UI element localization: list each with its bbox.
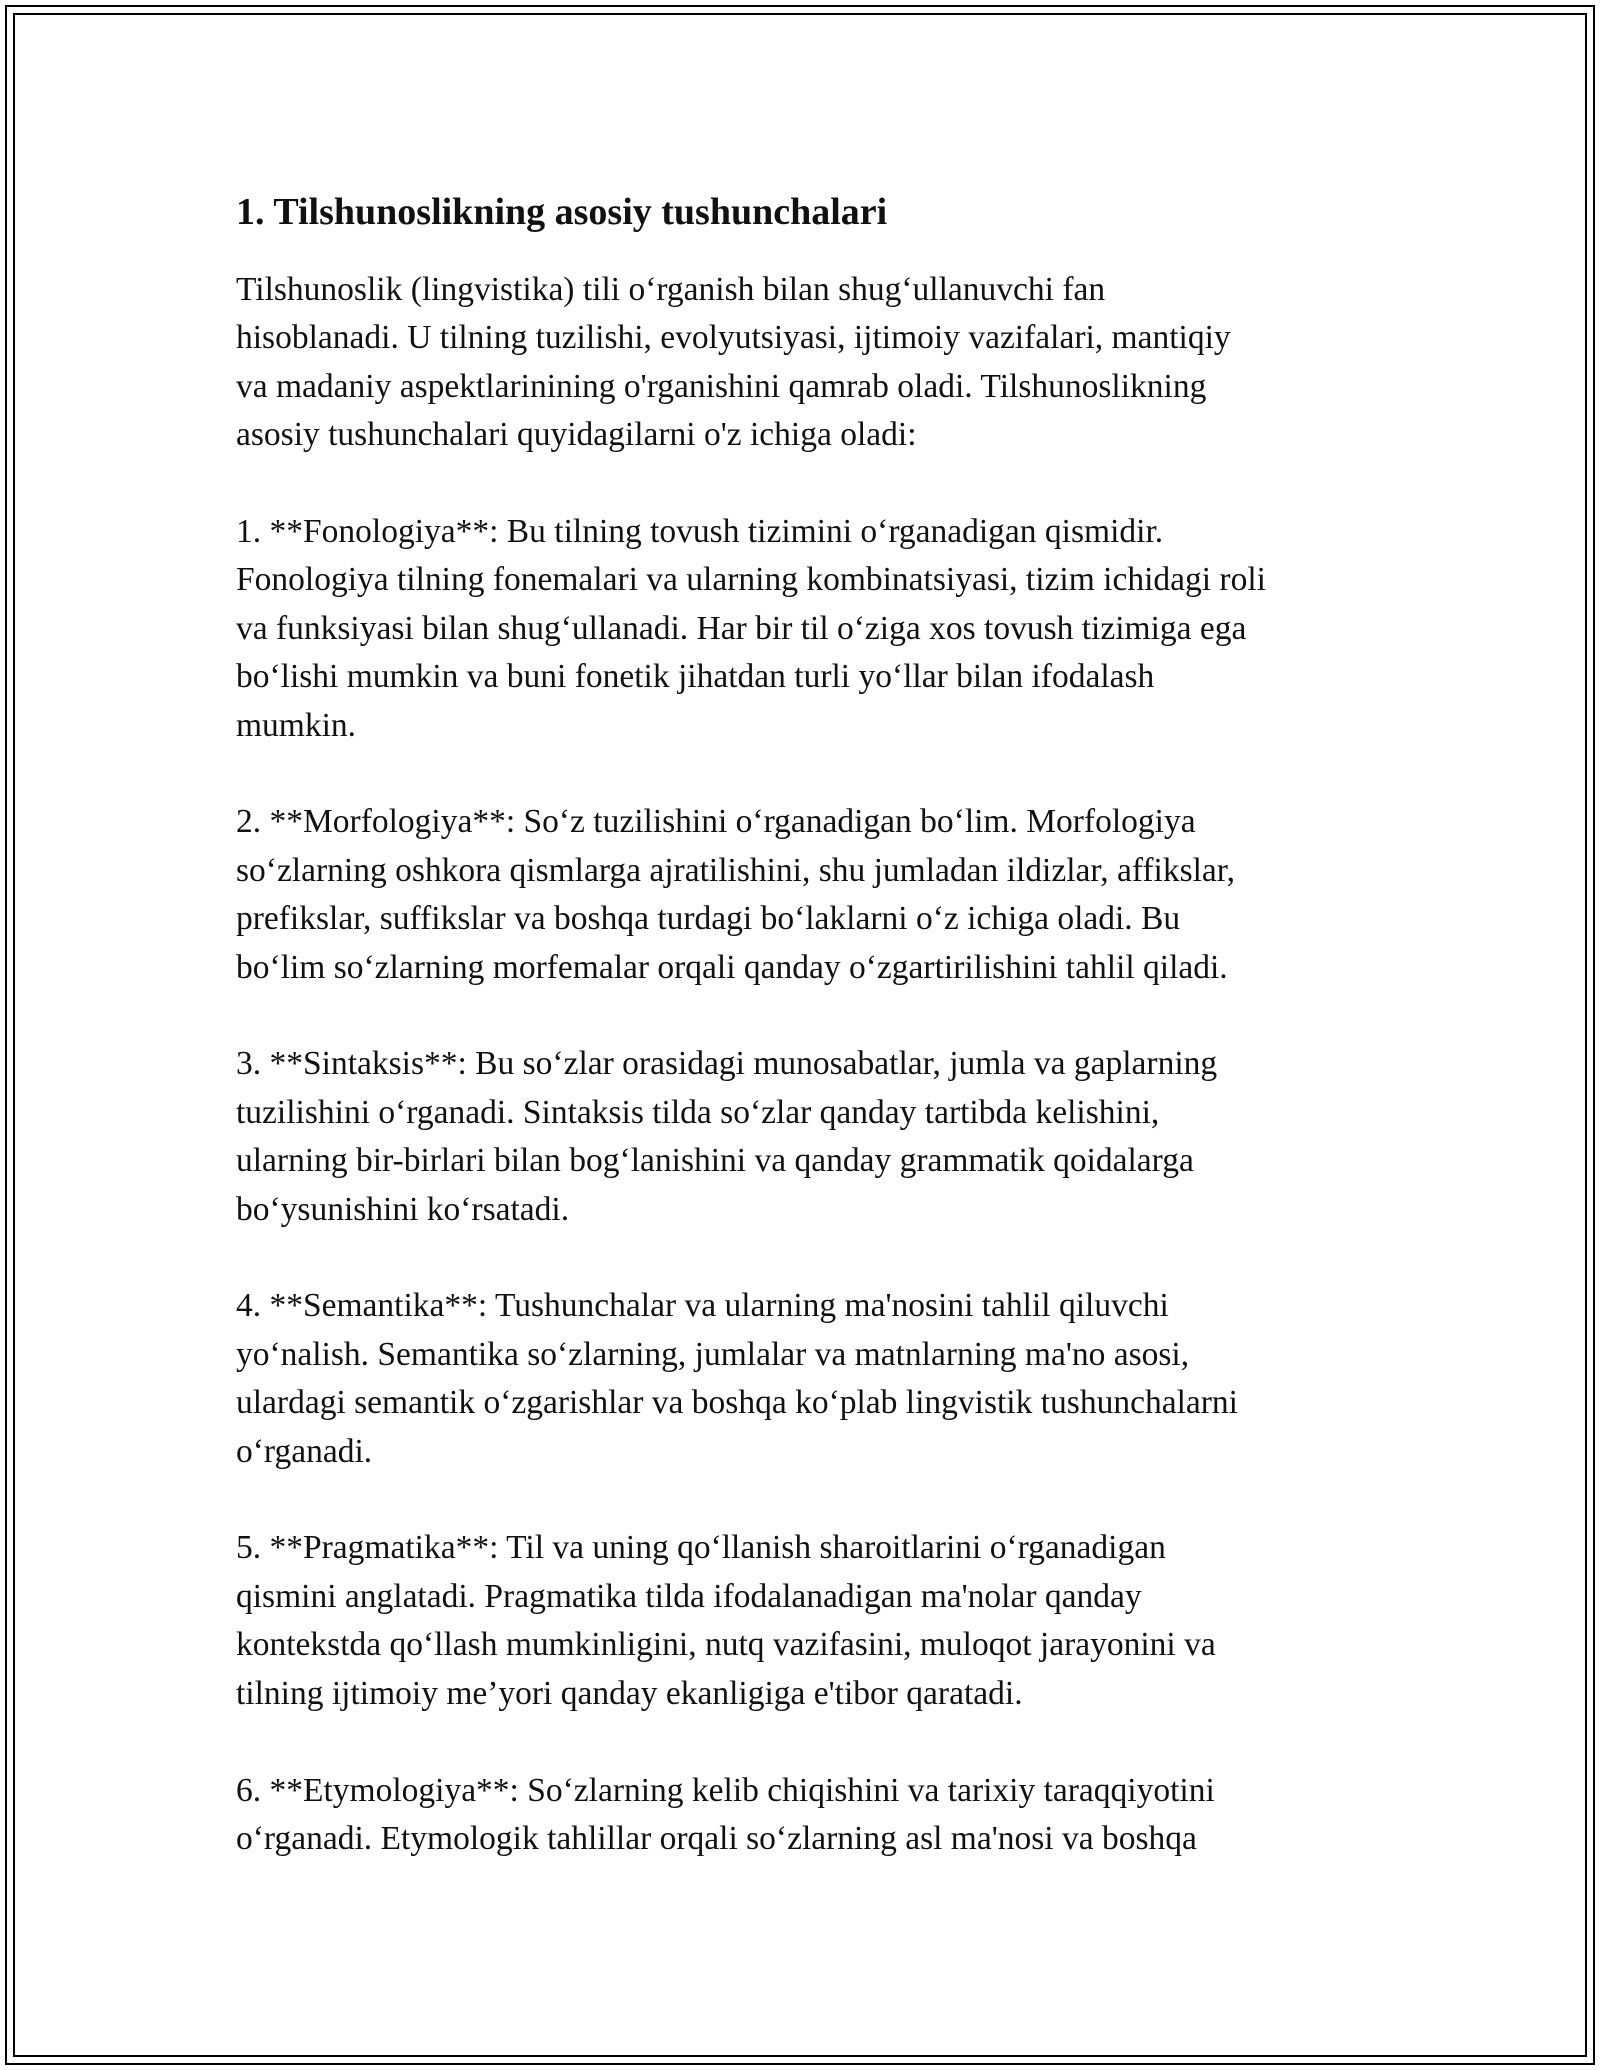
text-line: 3. **Sintaksis**: Bu so‘zlar orasidagi munosabatlar, jumla va gaplarning (236, 1045, 1218, 1083)
text-line: so‘zlarning oshkora qismlarga ajratilishini, shu jumladan ildizlar, affikslar, (236, 851, 1235, 889)
text-line: 1. **Fonologiya**: Bu tilning tovush tizimini o‘rganadigan qismidir. (236, 513, 1164, 551)
text-line: yo‘nalish. Semantika so‘zlarning, jumlalar va matnlarning ma'no asosi, (236, 1335, 1190, 1373)
text-line: va funksiyasi bilan shug‘ullanadi. Har bir til o‘ziga xos tovush tizimiga ega (236, 609, 1247, 647)
intro-paragraph (236, 266, 1384, 460)
text-line: o‘rganadi. (236, 1432, 373, 1470)
list-item-morfologiya (236, 798, 1384, 992)
text-line: va madaniy aspektlarinining o'rganishini qamrab oladi. Tilshunoslikning (236, 367, 1207, 405)
text-line: bo‘lim so‘zlarning morfemalar orqali qanday o‘zgartirilishini tahlil qiladi. (236, 948, 1228, 986)
list-item-pragmatika (236, 1524, 1384, 1718)
text-line: 6. **Etymologiya**: So‘zlarning kelib chiqishini va tarixiy taraqqiyotini (236, 1771, 1215, 1809)
text-line: 4. **Semantika**: Tushunchalar va ularning ma'nosini tahlil qiluvchi (236, 1287, 1169, 1325)
text-line: ularning bir-birlari bilan bog‘lanishini va qanday grammatik qoidalarga (236, 1142, 1194, 1180)
text-line: bo‘lishi mumkin va buni fonetik jihatdan turli yo‘llar bilan ifodalash (236, 658, 1155, 696)
text-line: asosiy tushunchalari quyidagilarni o'z ichiga oladi: (236, 416, 917, 454)
text-line: mumkin. (236, 706, 357, 744)
text-line: prefikslar, suffikslar va boshqa turdagi bo‘laklarni o‘z ichiga oladi. Bu (236, 900, 1181, 938)
text-line: kontekstda qo‘llash mumkinligini, nutq vazifasini, muloqot jarayonini va (236, 1626, 1216, 1664)
text-line: tilning ijtimoiy me’yori qanday ekanligiga e'tibor qaratadi. (236, 1674, 1023, 1712)
list-item-sintaksis (236, 1040, 1384, 1234)
text-line: ulardagi semantik o‘zgarishlar va boshqa ko‘plab lingvistik tushunchalarni (236, 1384, 1238, 1422)
text-line: bo‘ysunishini ko‘rsatadi. (236, 1190, 570, 1228)
list-item-semantika (236, 1282, 1384, 1476)
text-line: 2. **Morfologiya**: So‘z tuzilishini o‘rganadigan bo‘lim. Morfologiya (236, 803, 1196, 841)
section-heading: 1. Tilshunoslikning asosiy tushunchalari (236, 191, 888, 233)
list-item-etymologiya (236, 1767, 1384, 1864)
text-line: qismini anglatadi. Pragmatika tilda ifodalanadigan ma'nolar qanday (236, 1577, 1142, 1615)
text-line: Tilshunoslik (lingvistika) tili o‘rganish bilan shug‘ullanuvchi fan (236, 271, 1106, 308)
text-line: o‘rganadi. Etymologik tahlillar orqali so‘zlarning asl ma'nosi va boshqa (236, 1819, 1197, 1857)
text-line: Fonologiya tilning fonemalari va ularning kombinatsiyasi, tizim ichidagi roli (236, 561, 1266, 599)
text-line: tuzilishini o‘rganadi. Sintaksis tilda so‘zlar qanday tartibda kelishini, (236, 1093, 1160, 1131)
list-item-fonologiya (236, 508, 1384, 750)
document-body (236, 188, 1384, 1912)
text-line: hisoblanadi. U tilning tuzilishi, evolyutsiyasi, ijtimoiy vazifalari, mantiqiy (236, 319, 1231, 357)
text-line: 5. **Pragmatika**: Til va uning qo‘llanish sharoitlarini o‘rganadigan (236, 1529, 1166, 1567)
